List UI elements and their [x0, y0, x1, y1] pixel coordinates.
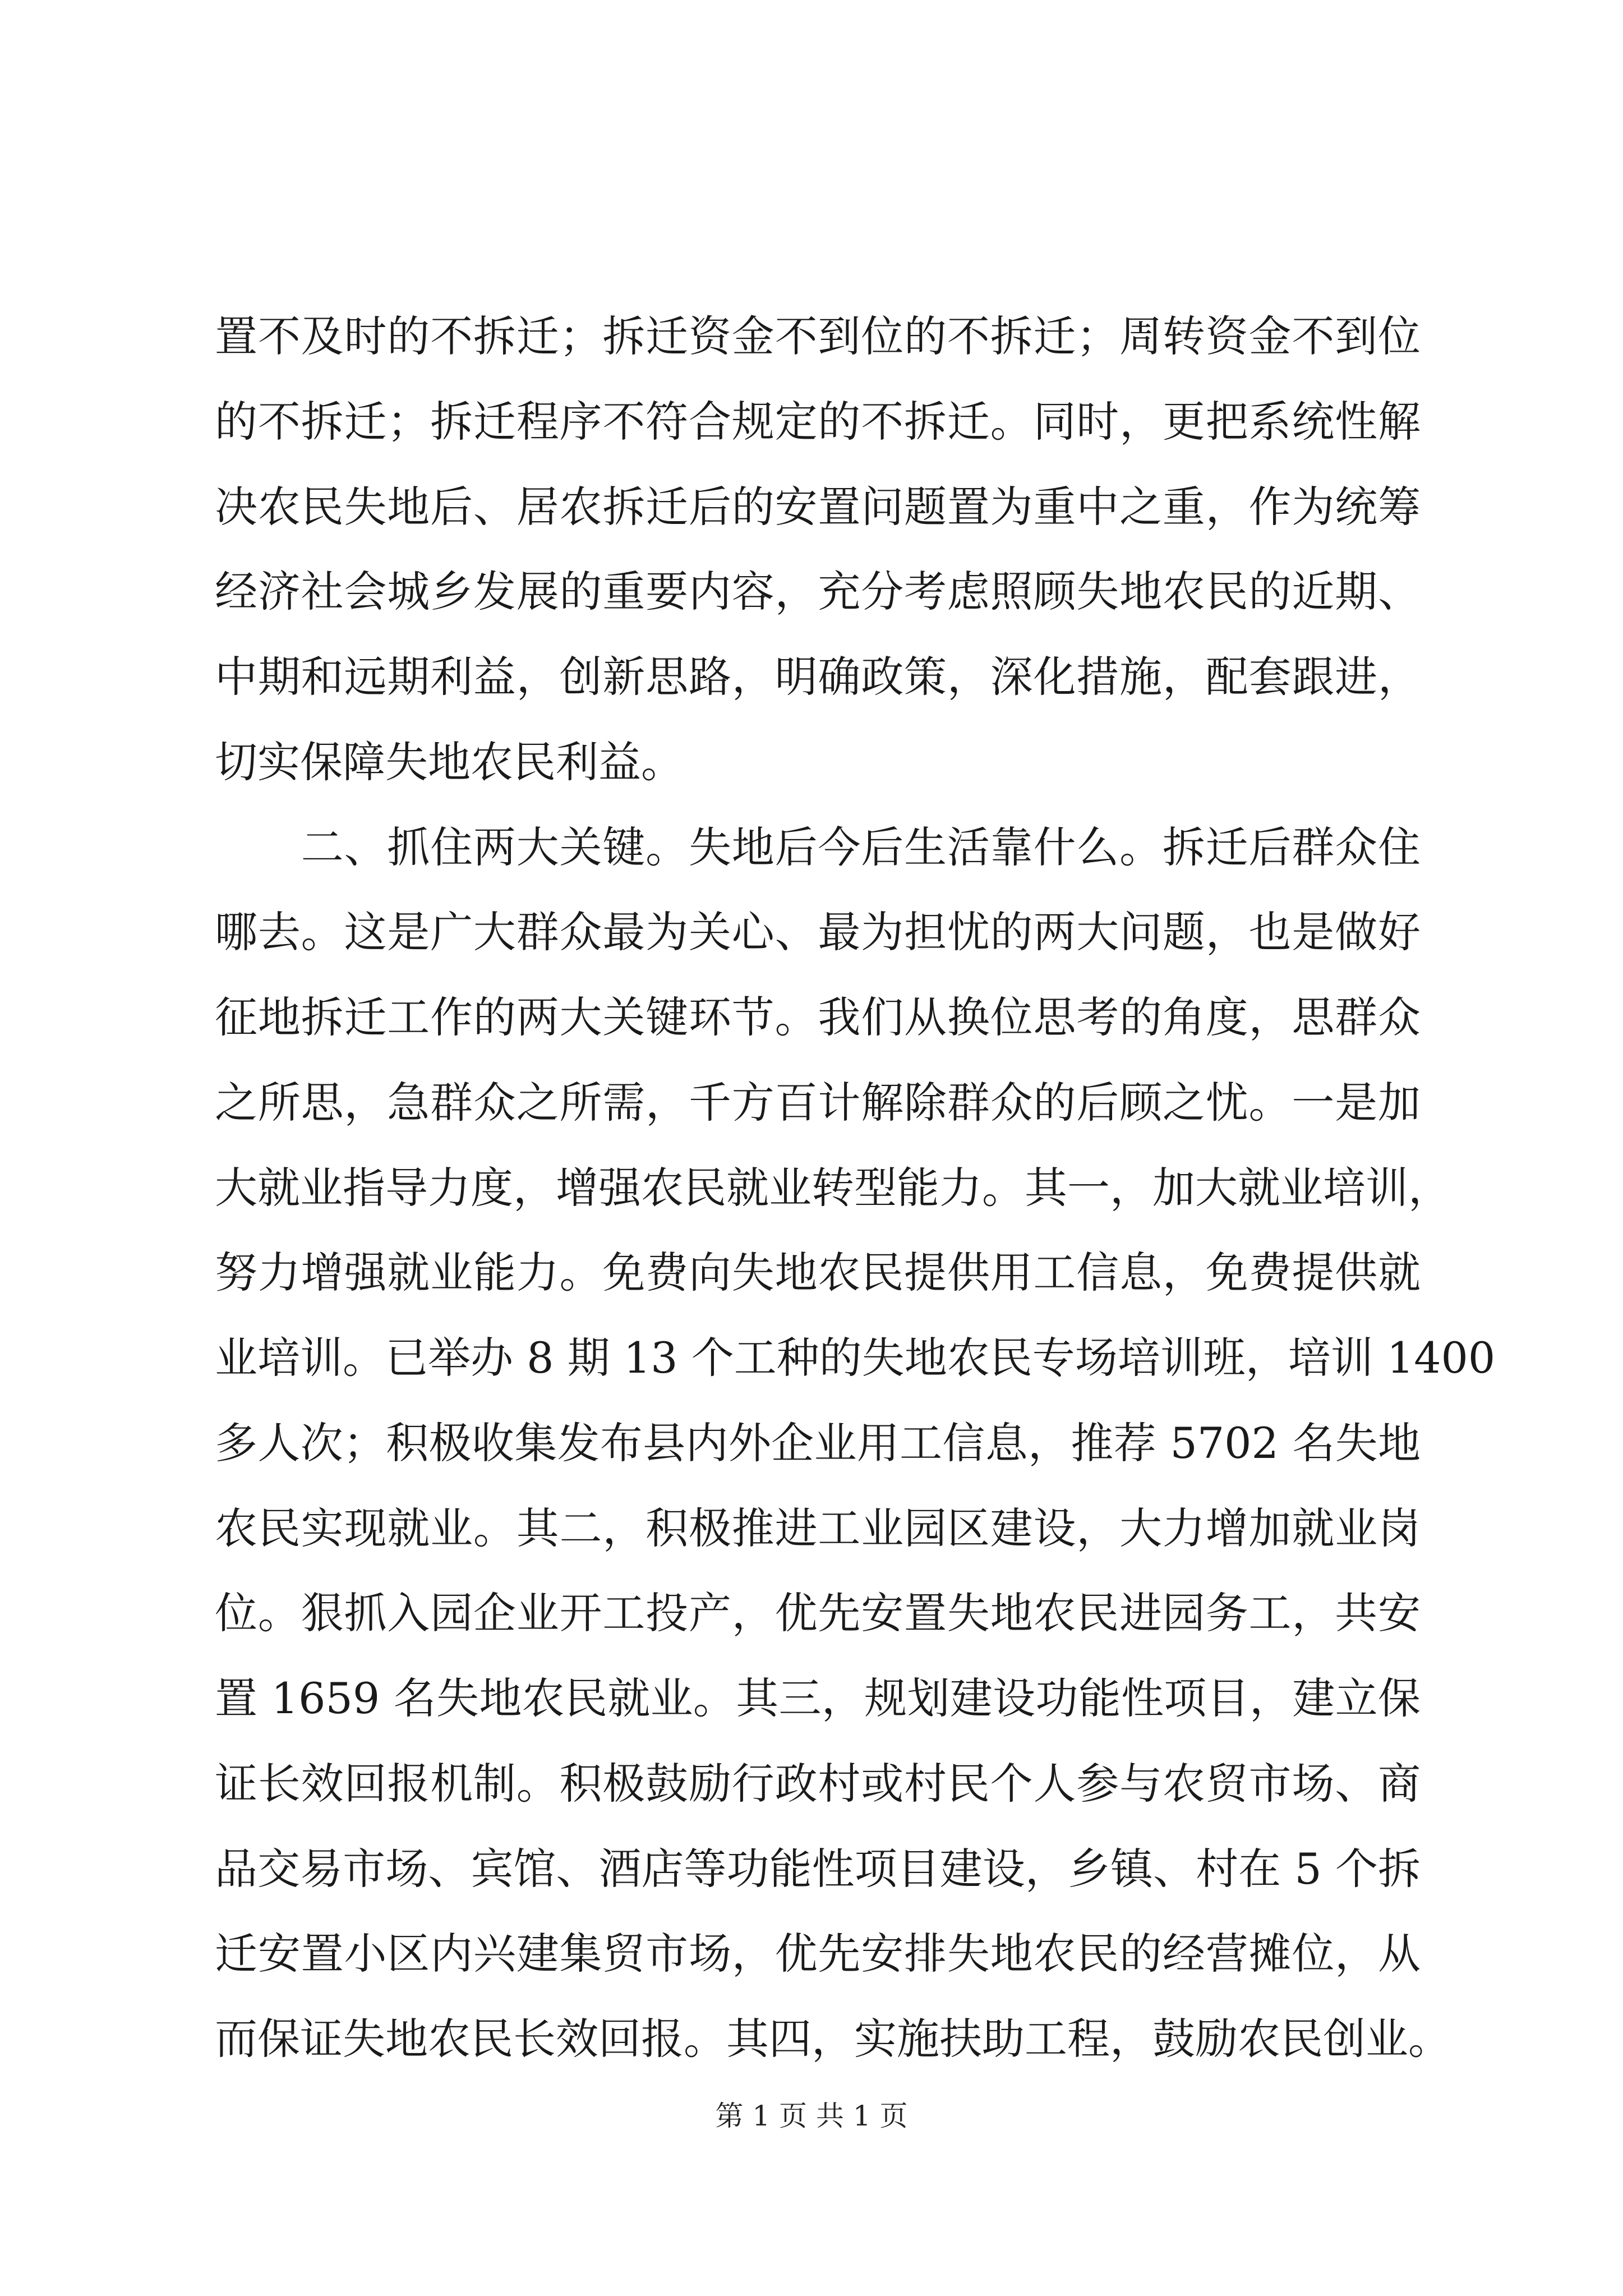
text-line: 之所思，急群众之所需，千方百计解除群众的后顾之忧。一是加 — [215, 1078, 1421, 1128]
text-line: 切实保障失地农民利益。 — [215, 737, 684, 787]
text-line: 决农民失地后、居农拆迁后的安置问题置为重中之重，作为统筹 — [215, 482, 1421, 532]
text-line: 业培训。已举办 8 期 13 个工种的失地农民专场培训班，培训 1400 — [215, 1333, 1496, 1383]
text-line: 中期和远期利益，创新思路，明确政策，深化措施，配套跟进， — [215, 652, 1421, 702]
text-line: 的不拆迁；拆迁程序不符合规定的不拆迁。同时，更把系统性解 — [215, 397, 1421, 447]
text-line: 经济社会城乡发展的重要内容，充分考虑照顾失地农民的近期、 — [215, 567, 1421, 616]
text-line: 置 1659 名失地农民就业。其三，规划建设功能性项目，建立保 — [215, 1673, 1421, 1723]
text-line: 而保证失地农民长效回报。其四，实施扶助工程，鼓励农民创业。 — [215, 2014, 1451, 2064]
text-line: 证长效回报机制。积极鼓励行政村或村民个人参与农贸市场、商 — [215, 1759, 1421, 1809]
text-line: 努力增强就业能力。免费向失地农民提供用工信息，免费提供就 — [215, 1248, 1421, 1297]
page-footer: 第 1 页 共 1 页 — [715, 2100, 908, 2132]
text-line: 二、抓住两大关键。失地后今后生活靠什么。拆迁后群众住 — [215, 822, 1421, 872]
text-line: 置不及时的不拆迁；拆迁资金不到位的不拆迁；周转资金不到位 — [215, 311, 1421, 361]
text-line: 哪去。这是广大群众最为关心、最为担忧的两大问题，也是做好 — [215, 907, 1421, 957]
text-line: 品交易市场、宾馆、酒店等功能性项目建设，乡镇、村在 5 个拆 — [215, 1844, 1421, 1894]
text-line: 农民实现就业。其二，积极推进工业园区建设，大力增加就业岗 — [215, 1503, 1421, 1553]
text-line: 多人次；积极收集发布县内外企业用工信息，推荐 5702 名失地 — [215, 1418, 1421, 1468]
text-line: 迁安置小区内兴建集贸市场，优先安排失地农民的经营摊位，从 — [215, 1929, 1421, 1978]
text-line: 大就业指导力度，增强农民就业转型能力。其一，加大就业培训， — [215, 1163, 1451, 1213]
text-line: 征地拆迁工作的两大关键环节。我们从换位思考的角度，思群众 — [215, 992, 1421, 1042]
text-line: 位。狠抓入园企业开工投产，优先安置失地农民进园务工，共安 — [215, 1588, 1421, 1638]
